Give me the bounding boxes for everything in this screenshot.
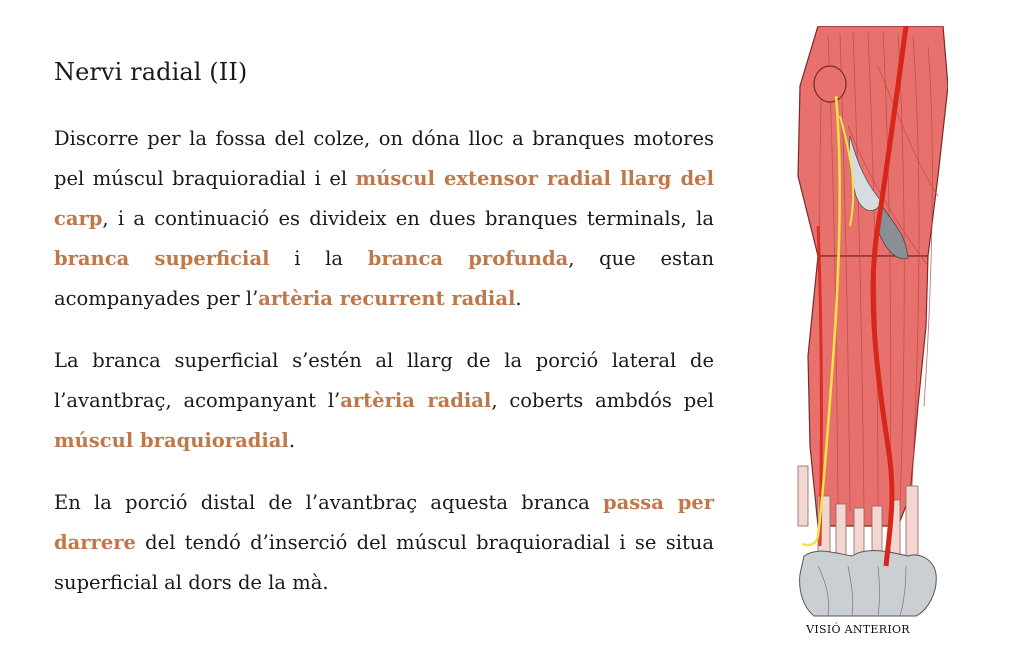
paragraph-text: En la porció distal de l’avantbraç aquesta branca <box>54 491 604 514</box>
paragraph-text: , i a continuació es divideix en dues branques terminals, la <box>102 207 714 230</box>
highlight-term[interactable]: branca superficial <box>54 247 270 270</box>
paragraph-text: , coberts ambdós pel <box>491 389 715 412</box>
paragraph-1 <box>54 119 714 319</box>
paragraph-text: del tendó d’inserció del múscul braquioradial i se situa superficial al dors de la mà. <box>54 531 714 594</box>
figure-caption: VISIÓ ANTERIOR <box>806 623 910 636</box>
paragraph-text: i la <box>269 247 368 270</box>
highlight-term[interactable]: múscul extensor radial llarg del carp <box>54 167 714 230</box>
highlight-term[interactable]: artèria recurrent radial <box>258 287 516 310</box>
paragraph-text: Discorre per la fossa del colze, on dóna lloc a branques motores pel múscul braquioradial i el <box>54 127 714 190</box>
paragraph-text: , que estan acompanyades per l’ <box>54 247 715 310</box>
article-body <box>54 58 714 625</box>
highlight-term[interactable]: artèria radial <box>340 389 492 412</box>
paragraph-text: La branca superficial s’estén al llarg de la porció lateral de l’avantbraç, acompanyant l’ <box>54 349 714 412</box>
forearm-muscle-mass <box>808 256 928 526</box>
highlight-term[interactable]: múscul braquioradial <box>54 429 289 452</box>
highlight-term[interactable]: passa per darrere <box>54 491 715 554</box>
forearm-anatomy-illustration <box>778 26 948 618</box>
biceps-tendon-knot <box>814 66 846 102</box>
paragraph-3 <box>54 483 714 603</box>
paragraph-text: . <box>515 287 522 310</box>
highlight-term[interactable]: branca profunda <box>367 247 569 270</box>
paragraph-2 <box>54 341 714 461</box>
hand-bones <box>800 551 937 616</box>
paragraph-text: . <box>288 429 296 452</box>
page-title: Nervi radial (II) <box>54 58 248 86</box>
